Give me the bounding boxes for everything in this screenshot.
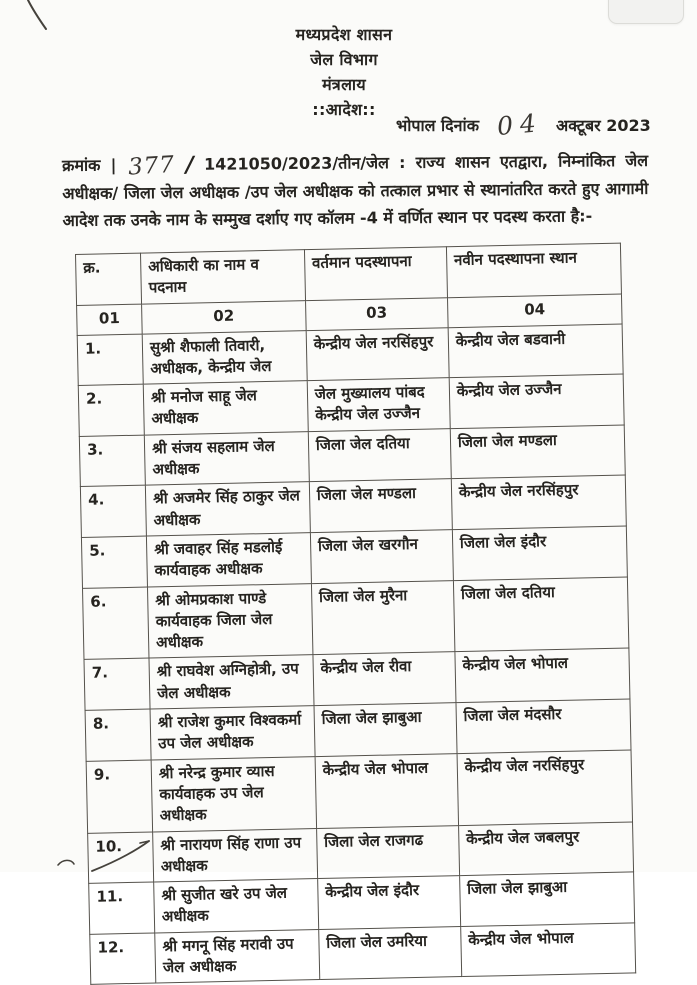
cell-new: जिला जेल दतिया	[453, 577, 629, 653]
order-body-text: 1421050/2023/तीन/जेल : राज्य शासन एतद्वारा, निम्नांकित जेल अधीक्षक/ जिला जेल अधीक्षक /उप जेल अधीक्षक को तत्काल प्रभार से स्थानांतरित करते हुए आगामी आदेश तक उनके नाम के सम्मुख दर्शाए गए कॉलम -4 में वर्णित स्थान पर पदस्थ करता है:-	[62, 150, 649, 230]
column-number: 02	[142, 300, 306, 333]
cell-name: श्री अजमेर सिंह ठाकुर जेल अधीक्षक	[145, 482, 310, 536]
cell-current: जिला जेल उमरिया	[319, 926, 462, 980]
table-row	[90, 923, 636, 985]
cell-new: केन्द्रीय जेल भोपाल	[460, 923, 635, 977]
cell-new: केन्द्रीय जेल भोपाल	[455, 648, 630, 702]
cell-sno: 7.	[84, 658, 150, 710]
column-number: 03	[305, 297, 448, 330]
column-header: क्र.	[76, 253, 142, 305]
transfer-table-head	[76, 243, 623, 335]
cell-name: श्री जवाहर सिंह मडलोई कार्यवाहक अधीक्षक	[146, 533, 311, 587]
cell-sno: 1.	[77, 334, 143, 386]
pen-scribble-bottom-left-icon	[42, 834, 182, 872]
cell-current: केन्द्रीय जेल भोपाल	[315, 753, 458, 828]
department-title: जेल विभाग	[310, 50, 378, 69]
cell-name: श्री मगनू सिंह मरावी उप जेल अधीक्षक	[155, 929, 320, 983]
cell-new: जिला जेल इंदौर	[452, 526, 627, 580]
cell-name: श्री मनोज साहू जेल अधीक्षक	[143, 381, 308, 435]
month-year-label: अक्टूबर 2023	[555, 116, 651, 135]
order-heading: ::आदेश::	[312, 100, 376, 119]
cell-sno: 8.	[85, 709, 151, 761]
cell-current: जिला जेल मण्डला	[309, 479, 452, 533]
cell-name: श्री राघवेश अग्निहोत्री, उप जेल अधीक्षक	[149, 655, 314, 709]
table-row	[82, 577, 628, 660]
cell-sno: 6.	[82, 587, 149, 660]
letterhead	[0, 22, 688, 122]
cell-current: केन्द्रीय जेल नरसिंहपुर	[306, 327, 449, 381]
cell-name: श्री ओमप्रकाश पाण्डे कार्यवाहक जिला जेल अधीक्षक	[147, 583, 312, 658]
table-row	[86, 750, 632, 833]
cell-sno: 3.	[79, 435, 145, 487]
cell-sno: 5.	[81, 536, 147, 588]
cell-new: केन्द्रीय जेल नरसिंहपुर	[451, 475, 626, 529]
cell-sno: 4.	[80, 485, 146, 537]
cell-current: केन्द्रीय जेल रीवा	[313, 652, 456, 706]
cell-name: श्री नरेन्द्र कुमार व्यास कार्यवाहक उप जेल अधीक्षक	[151, 756, 316, 831]
cell-new: जिला जेल झाबुआ	[459, 872, 634, 926]
column-header: अधिकारी का नाम व पदनाम	[141, 250, 306, 304]
cell-new: केन्द्रीय जेल उज्जैन	[449, 374, 624, 428]
cell-name: श्री सुजीत खरे उप जेल अधीक्षक	[154, 879, 319, 933]
cell-new: केन्द्रीय जेल नरसिंहपुर	[457, 750, 633, 826]
cell-new: जिला जेल मंदसौर	[456, 699, 631, 753]
place-date-label: भोपाल दिनांक	[396, 116, 479, 135]
cell-sno: 2.	[78, 384, 144, 436]
ministry-title: मंत्रलाय	[322, 75, 366, 94]
cell-sno: 10.	[88, 832, 154, 884]
cell-current: जिला जेल दतिया	[308, 428, 451, 482]
transfer-table	[75, 243, 636, 985]
page-curl-tab	[608, 0, 684, 24]
government-title: मध्यप्रदेश शासन	[295, 25, 393, 44]
cell-name: श्री संजय सहलाम जेल अधीक्षक	[144, 431, 309, 485]
cell-new: केन्द्रीय जेल बडवानी	[448, 324, 623, 378]
column-number: 04	[447, 294, 622, 328]
cell-name: श्री नारायण सिंह राणा उप अधीक्षक	[153, 828, 318, 882]
cell-current: जेल मुख्यालय पांबद केन्द्रीय जेल उज्जैन	[307, 378, 450, 432]
cell-name: सुश्री शैफाली तिवारी, अधीक्षक, केन्द्रीय जेल	[142, 330, 307, 384]
transfer-table-body	[77, 324, 635, 985]
handwritten-slash: /	[185, 152, 194, 178]
handwritten-day: 04	[495, 108, 544, 141]
dateline	[396, 108, 651, 141]
cell-current: केन्द्रीय जेल इंदौर	[317, 876, 460, 930]
cell-current: जिला जेल राजगढ	[316, 825, 459, 879]
cell-new: जिला जेल मण्डला	[450, 425, 625, 479]
cell-sno: 9.	[86, 760, 153, 833]
order-paragraph	[62, 146, 649, 235]
cell-current: जिला जेल मुरैना	[311, 580, 454, 655]
column-number: 01	[77, 304, 143, 335]
cell-new: केन्द्रीय जेल जबलपुर	[458, 821, 633, 875]
cell-current: जिला जेल खरगौन	[310, 530, 453, 584]
cell-sno: 11.	[89, 882, 155, 934]
column-header: वर्तमान पदस्थापना	[304, 247, 447, 301]
handwritten-order-number: 377	[126, 151, 176, 181]
cell-name: श्री राजेश कुमार विश्वकर्मा उप जेल अधीक्षक	[150, 706, 315, 760]
cell-sno: 12.	[90, 933, 156, 985]
cell-current: जिला जेल झाबुआ	[314, 703, 457, 757]
column-header: नवीन पदस्थापना स्थान	[446, 243, 621, 297]
order-number-prefix: क्रमांक |	[62, 155, 117, 175]
